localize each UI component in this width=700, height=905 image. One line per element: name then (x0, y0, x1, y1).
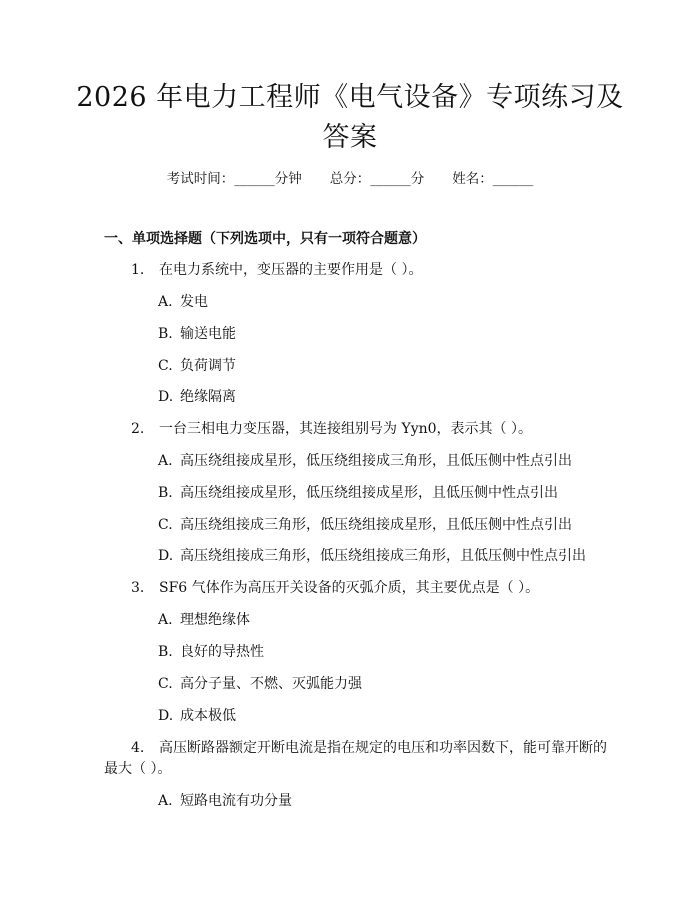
option-text: 发电 (180, 294, 208, 310)
question-3 (131, 578, 539, 598)
question-text: 在电力系统中，变压器的主要作用是（ ）。 (159, 262, 423, 278)
question-number: 1. (131, 262, 145, 278)
option-letter: D. (158, 708, 174, 724)
option-letter: D. (158, 389, 174, 405)
question-text-line-1: 高压断路器额定开断电流是指在规定的电压和功率因数下，能可靠开断的 (159, 740, 607, 756)
question-number: 2. (131, 421, 145, 437)
question-3-option-c (158, 674, 362, 694)
question-4 (131, 738, 607, 758)
option-text: 高压绕组接成星形，低压绕组接成三角形，且低压侧中性点引出 (180, 453, 572, 469)
option-letter: C. (158, 676, 173, 692)
question-2-option-c (158, 515, 572, 535)
question-1-option-b (158, 324, 236, 344)
question-2 (131, 419, 532, 439)
option-text: 短路电流有功分量 (180, 793, 292, 809)
question-3-option-b (158, 642, 264, 662)
question-text: SF6 气体作为高压开关设备的灭弧介质，其主要优点是（ ）。 (159, 580, 540, 596)
option-text: 高分子量、不燃、灭弧能力强 (180, 676, 362, 692)
question-1-option-d (158, 387, 236, 407)
option-letter: A. (158, 294, 173, 310)
option-text: 高压绕组接成三角形，低压绕组接成三角形，且低压侧中性点引出 (180, 548, 586, 564)
exam-info-row (0, 170, 700, 188)
option-text: 良好的导热性 (180, 644, 264, 660)
question-4-option-a (158, 791, 292, 811)
section-heading: 一、单项选择题（下列选项中，只有一项符合题意） (104, 231, 426, 247)
name-field: 姓名：______ (452, 171, 534, 187)
option-letter: D. (158, 548, 174, 564)
option-text: 输送电能 (180, 326, 236, 342)
option-text: 理想绝缘体 (180, 612, 250, 628)
question-2-option-b (158, 483, 558, 503)
option-letter: A. (158, 612, 173, 628)
exam-time-field: 考试时间：______分钟 (166, 171, 302, 187)
question-3-option-a (158, 610, 250, 630)
question-1-option-a (158, 292, 208, 312)
question-2-option-a (158, 451, 572, 471)
question-text: 一台三相电力变压器，其连接组别号为 Yyn0，表示其（ ）。 (159, 421, 532, 437)
document-title-line-2: 答案 (322, 122, 378, 153)
option-text: 绝缘隔离 (180, 389, 236, 405)
option-letter: A. (158, 793, 173, 809)
option-letter: B. (158, 485, 173, 501)
option-letter: C. (158, 358, 173, 374)
question-3-option-d (158, 706, 236, 726)
question-1 (131, 260, 422, 280)
question-number: 3. (131, 580, 145, 596)
option-letter: C. (158, 517, 173, 533)
total-score-field: 总分：______分 (329, 171, 425, 187)
document-title-line-1: 2026 年电力工程师《电气设备》专项练习及 (76, 82, 624, 113)
option-letter: B. (158, 326, 173, 342)
option-text: 高压绕组接成星形，低压绕组接成星形，且低压侧中性点引出 (180, 485, 558, 501)
question-text-line-2: 最大（ ）。 (104, 761, 172, 777)
question-1-option-c (158, 356, 236, 376)
question-2-option-d (158, 546, 586, 566)
option-text: 高压绕组接成三角形，低压绕组接成星形，且低压侧中性点引出 (180, 517, 572, 533)
option-text: 负荷调节 (180, 358, 236, 374)
option-letter: A. (158, 453, 173, 469)
option-letter: B. (158, 644, 173, 660)
question-4-continuation (104, 759, 171, 779)
question-number: 4. (131, 740, 145, 756)
option-text: 成本极低 (180, 708, 236, 724)
